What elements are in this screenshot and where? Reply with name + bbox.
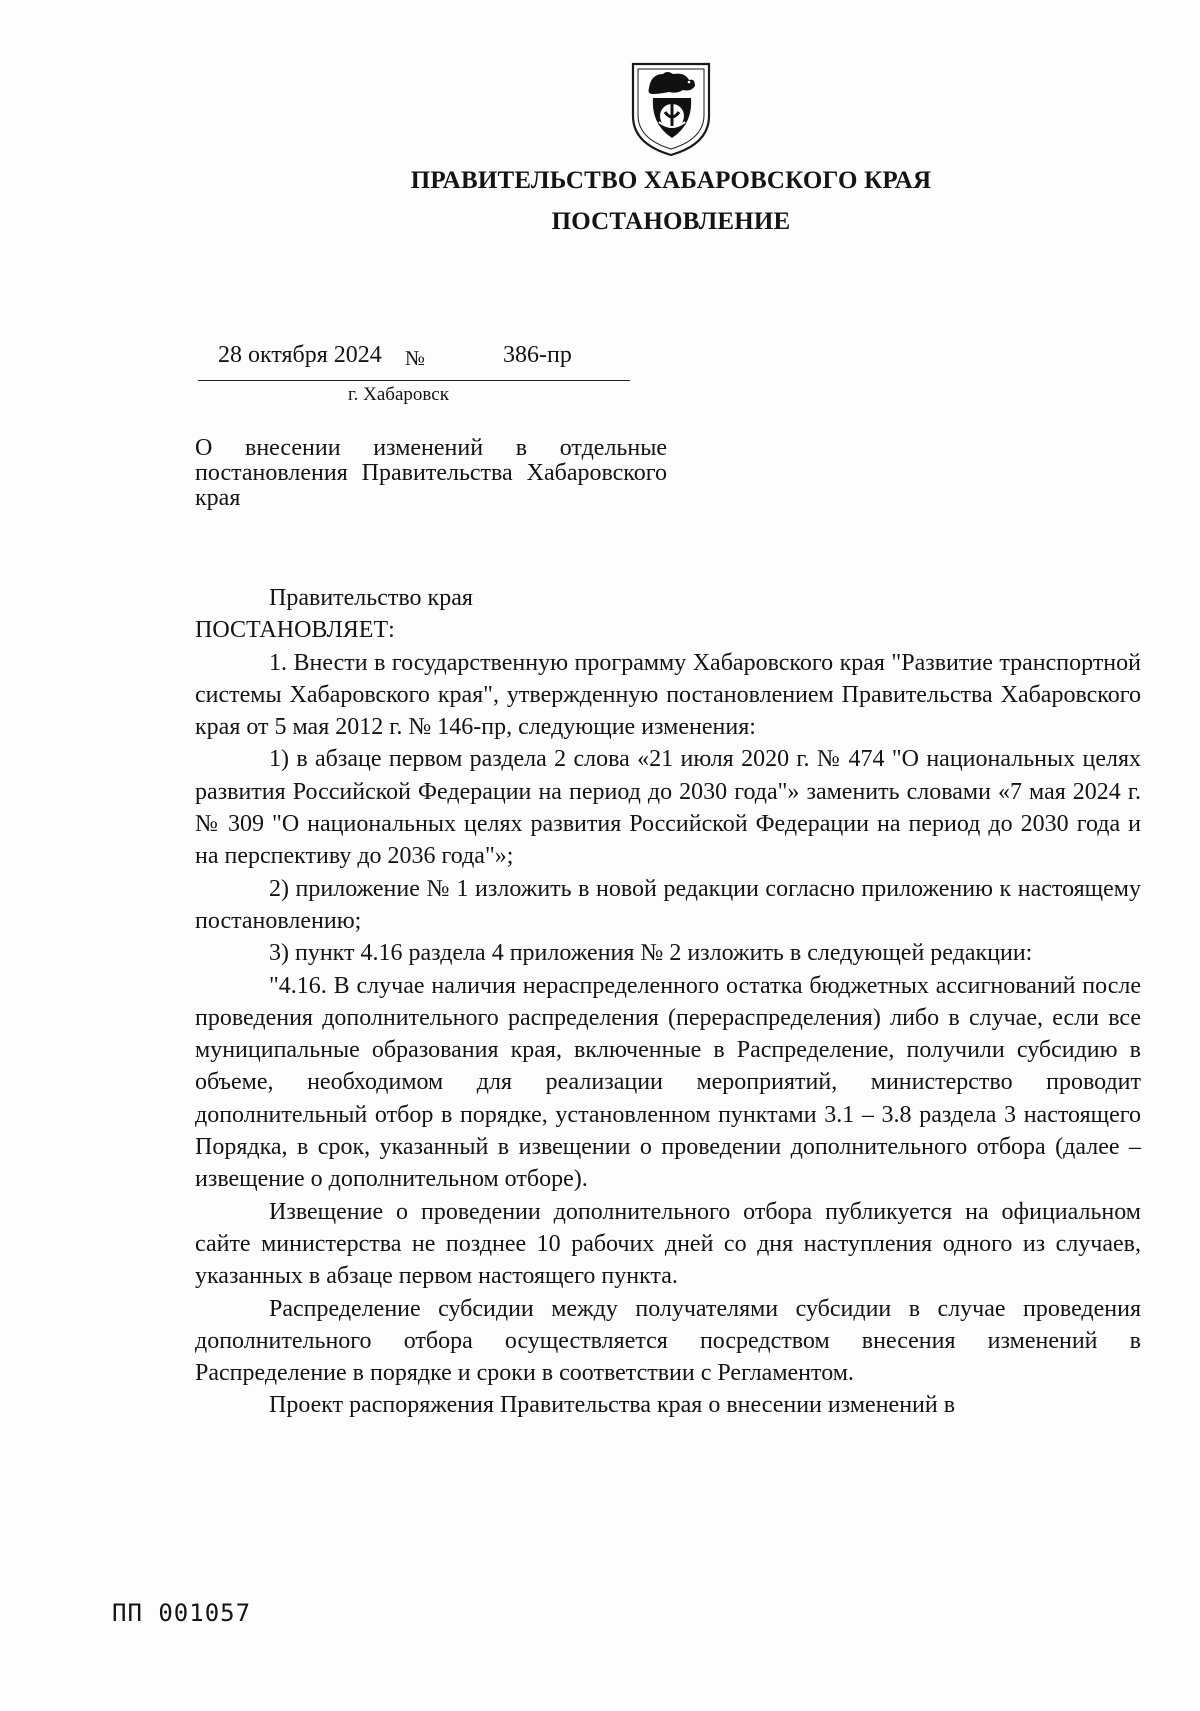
khabarovsk-coat-of-arms-icon: [629, 58, 713, 158]
document-city: г. Хабаровск: [348, 384, 449, 405]
paragraph-4-16: "4.16. В случае наличия нераспределенного остатка бюджетных ассигнований после проведения дополнительного распределения (перераспределения) либо в случае, если все муниципальные образования края, включенные в Распределение, получили субсидию в объеме, необходимом для реализации мероприятий, министерство проводит дополнительный отбор в порядке, установленном пунктами 3.1 – 3.8 раздела 3 настоящего Порядка, в срок, указанный в извещении о проведении дополнительного отбора (далее – извещение о дополнительном отборе).: [195, 972, 1141, 1193]
paragraph-1-2: 2) приложение № 1 изложить в новой редакции согласно приложению к настоящему постановлению;: [195, 875, 1141, 934]
paragraph-1-1: 1) в абзаце первом раздела 2 слова «21 июля 2020 г. № 474 "О национальных целях развития Российской Федерации на период до 2030 года"» заменить словами «7 мая 2024 г. № 309 "О национальных целях развития Российской Федерации на период до 2030 года и на перспективу до 2036 года"»;: [195, 746, 1141, 870]
paragraph-notice: Извещение о проведении дополнительного отбора публикуется на официальном сайте министерства не позднее 10 рабочих дней со дня наступления одного из случаев, указанных в абзаце первом настоящего пункта.: [195, 1198, 1141, 1290]
document-subject: О внесении изменений в отдельные постановления Правительства Хабаровского края: [195, 435, 667, 511]
date-number-line: [198, 340, 630, 381]
document-number: 386-пр: [503, 342, 572, 368]
date-number-block: [198, 340, 630, 406]
paragraph-draft: Проект распоряжения Правительства края о внесении изменений в: [269, 1392, 956, 1419]
paragraph-1-3: 3) пункт 4.16 раздела 4 приложения № 2 изложить в следующей редакции:: [269, 940, 1033, 967]
number-sign: №: [405, 346, 426, 370]
document-body: [195, 582, 1141, 1422]
document-code: ПП 001057: [112, 1599, 252, 1627]
preamble: Правительство края: [269, 585, 473, 611]
document-type: ПОСТАНОВЛЕНИЕ: [551, 208, 791, 235]
org-name: ПРАВИТЕЛЬСТВО ХАБАРОВСКОГО КРАЯ: [410, 167, 932, 194]
decree-word: ПОСТАНОВЛЯЕТ:: [195, 617, 395, 644]
document-date: 28 октября 2024: [218, 342, 382, 368]
paragraph-distribution: Распределение субсидии между получателями субсидии в случае проведения дополнительного отбора осуществляется посредством внесения изменений в Распределение в порядке и сроки в соответствии с Регламентом.: [195, 1295, 1141, 1387]
paragraph-1: 1. Внести в государственную программу Хабаровского края "Развитие транспортной системы Хабаровского края", утвержденную постановлением Правительства Хабаровского края от 5 мая 2012 г. № 146-пр, следующие изменения:: [195, 649, 1141, 741]
